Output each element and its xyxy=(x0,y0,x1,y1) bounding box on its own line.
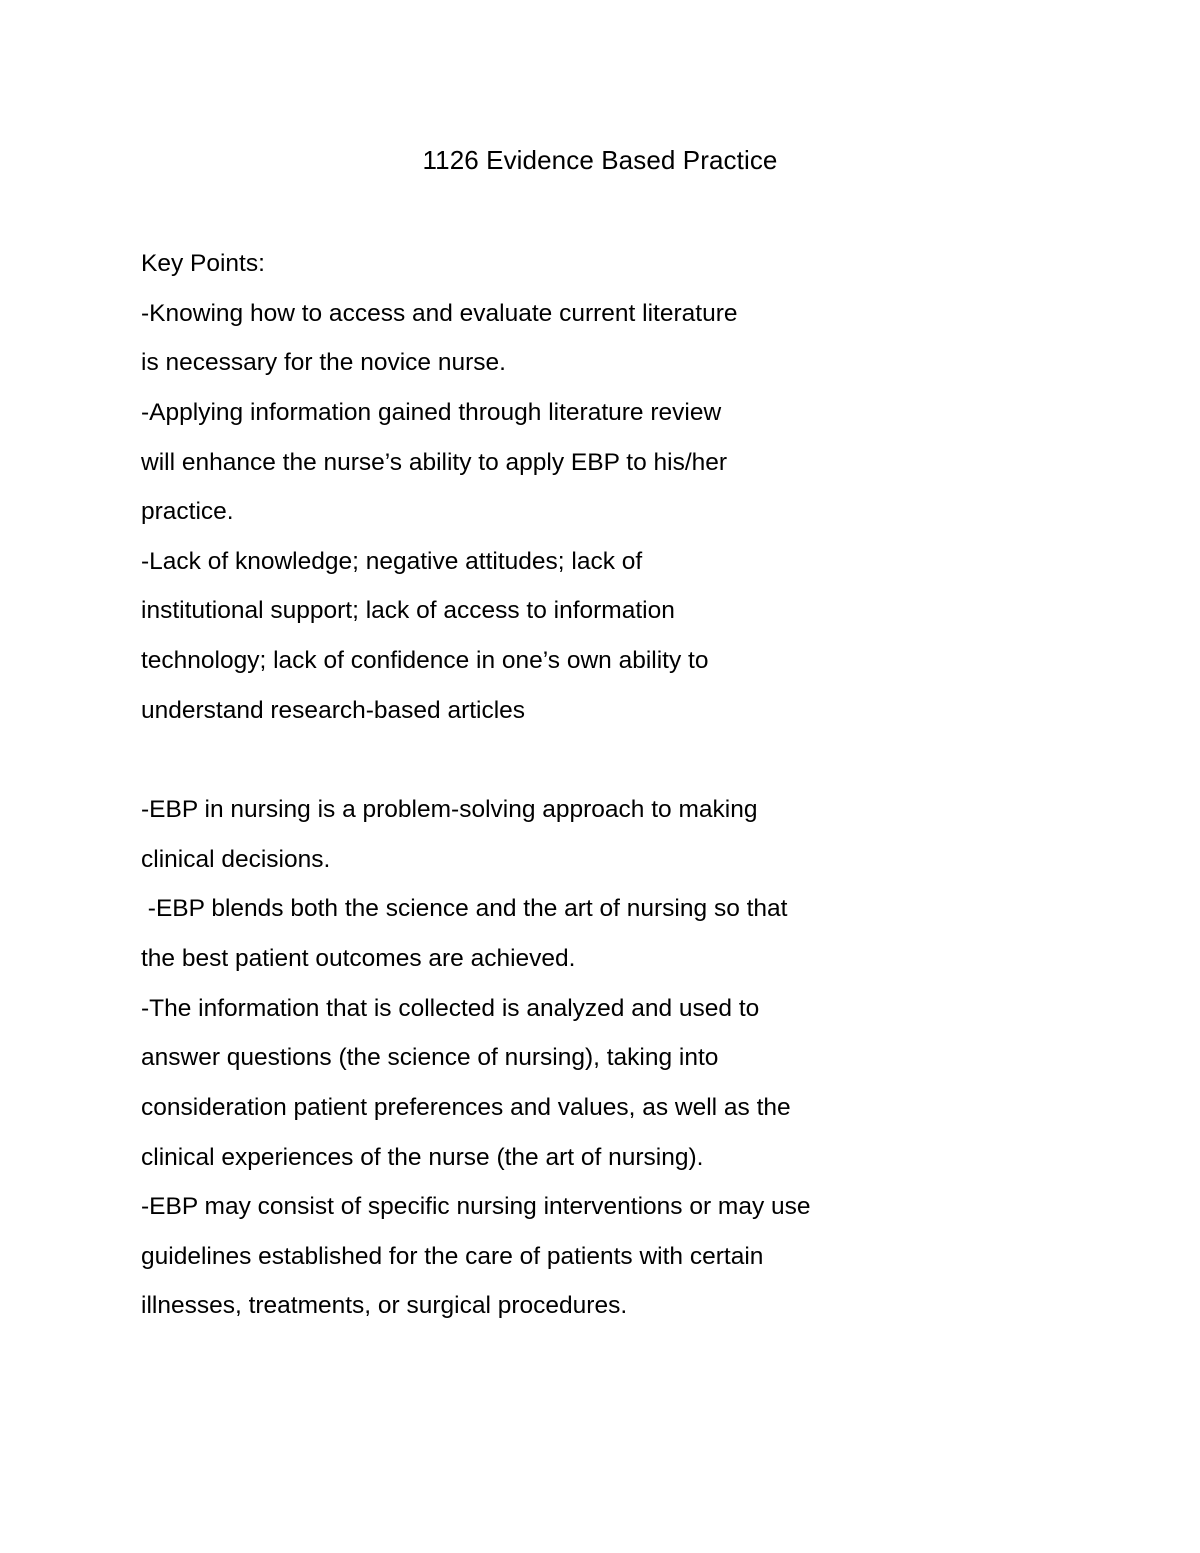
text-line: clinical decisions. xyxy=(141,845,331,873)
text-line: the best patient outcomes are achieved. xyxy=(141,944,576,972)
text-line: answer questions (the science of nursing), taking into xyxy=(141,1044,719,1072)
text-line: technology; lack of confidence in one’s own ability to xyxy=(141,647,709,675)
text-line: -EBP blends both the science and the art of nursing so that xyxy=(141,895,788,923)
blank-line xyxy=(141,735,941,785)
document-title: 1126 Evidence Based Practice xyxy=(422,145,778,175)
document-body xyxy=(141,239,941,1331)
text-line: practice. xyxy=(141,498,234,526)
text-line: -Lack of knowledge; negative attitudes; lack of xyxy=(141,547,643,575)
text-line: is necessary for the novice nurse. xyxy=(141,349,506,377)
text-line: will enhance the nurse’s ability to apply EBP to his/her xyxy=(141,448,728,476)
text-line: Key Points: xyxy=(141,250,265,277)
text-line: -EBP may consist of specific nursing interventions or may use xyxy=(141,1193,811,1221)
text-line: understand research-based articles xyxy=(141,696,526,724)
text-line: guidelines established for the care of patients with certain xyxy=(141,1242,764,1270)
text-line: consideration patient preferences and values, as well as the xyxy=(141,1093,791,1121)
text-line: -Applying information gained through literature review xyxy=(141,398,722,426)
text-line: institutional support; lack of access to information xyxy=(141,597,675,625)
text-line: clinical experiences of the nurse (the art of nursing). xyxy=(141,1143,704,1171)
text-line: -EBP in nursing is a problem-solving approach to making xyxy=(141,796,758,824)
text-line: illnesses, treatments, or surgical procedures. xyxy=(141,1292,628,1320)
text-line: -Knowing how to access and evaluate current literature xyxy=(141,299,738,327)
text-line: -The information that is collected is analyzed and used to xyxy=(141,994,760,1022)
